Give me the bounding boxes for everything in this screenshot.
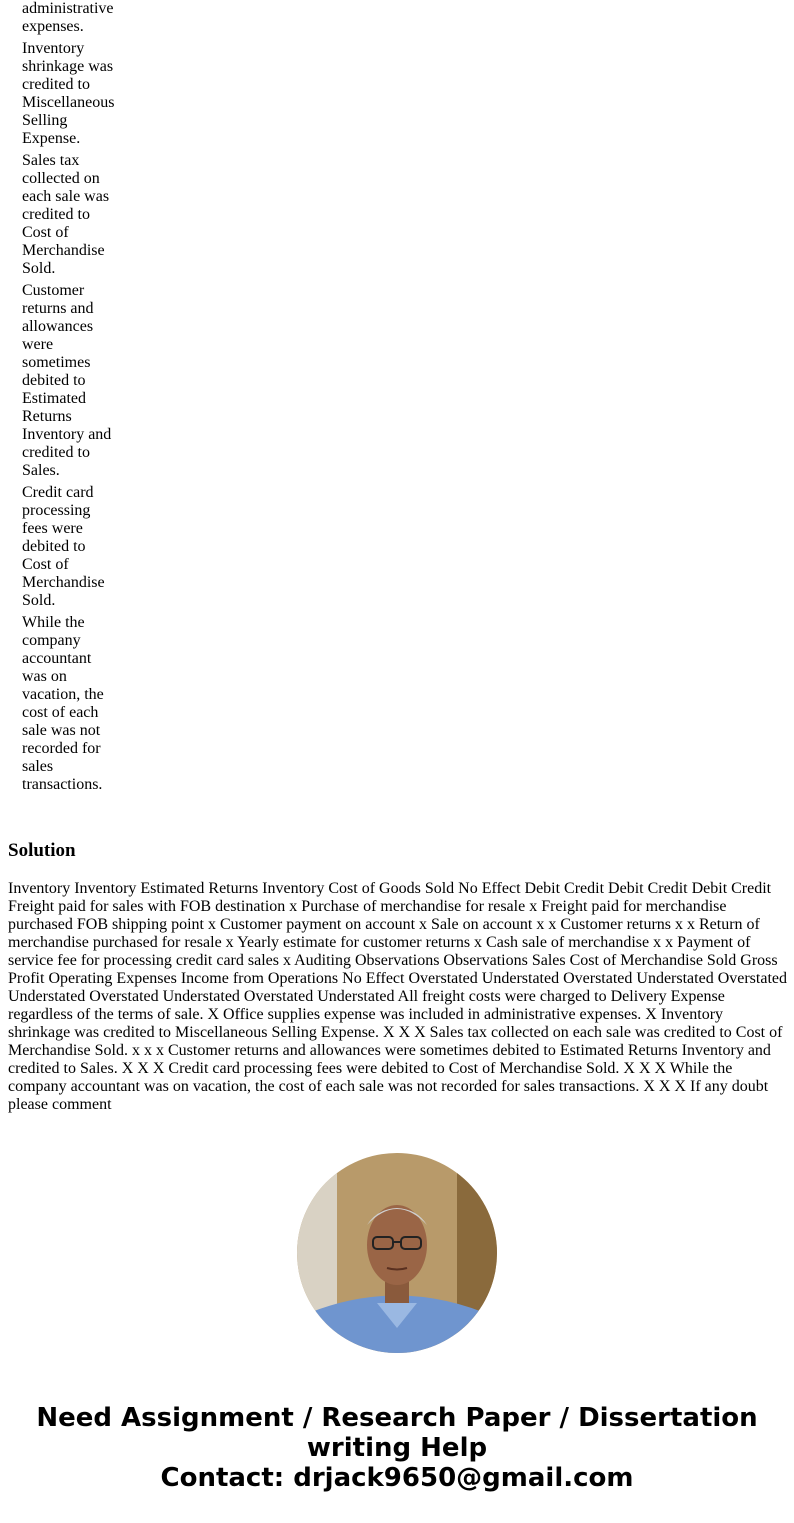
solution-body: Inventory Inventory Estimated Returns Inventory Cost of Goods Sold No Effect Debit Credit Debit Credit Debit Credit Freight paid for sales with FOB destination x Purchase of merchandise for resale x Freight paid for merchandise purchased FOB shipping point x Customer payment on account x Sale on account x x Customer returns x x Return of merchandise purchased for resale x Yearly estimate for customer returns x Cash sale of merchandise x x Payment of service fee for processing credit card sales x Auditing Observations Observations Sales Cost of Merchandise Sold Gross Profit Operating Expenses Income from Operations No Effect Overstated Understated Overstated Understated Overstated Understated Overstated Understated Overstated Understated All freight costs were charged to Delivery Expense regardless of the terms of sale. X Office supplies expense was included in administrative expenses. X Inventory shrinkage was credited to Miscellaneous Selling Expense. X X X Sales tax collected on each sale was credited to Cost of Merchandise Sold. x x x Customer returns and allowances were sometimes debited to Estimated Returns Inventory and credited to Sales. X X X Credit card processing fees were debited to Cost of Merchandise Sold. X X X While the company accountant was on vacation, the cost of each sale was not recorded for sales transactions. X X X If any doubt please comment (8, 880, 787, 1113)
list-item: Sales tax collected on each sale was credited to Cost of Merchandise Sold. (22, 152, 110, 277)
list-item: administrative expenses. (22, 0, 114, 35)
list-item: While the company accountant was on vacation, the cost of each sale was not recorded for sales transactions. (22, 614, 104, 793)
promo-banner (0, 1403, 794, 1493)
author-avatar (297, 1153, 497, 1353)
question-list (22, 0, 118, 798)
promo-line-1: Need Assignment / Research Paper / Dissertation (36, 1403, 758, 1433)
solution-heading: Solution (8, 840, 76, 861)
promo-contact: Contact: drjack9650@gmail.com (160, 1463, 634, 1493)
list-item: Credit card processing fees were debited to Cost of Merchandise Sold. (22, 484, 105, 609)
list-item: Customer returns and allowances were sometimes debited to Estimated Returns Inventory and credited to Sales. (22, 282, 112, 479)
author-photo-icon (297, 1153, 497, 1353)
promo-line-2: writing Help (306, 1433, 488, 1463)
list-item: Inventory shrinkage was credited to Miscellaneous Selling Expense. (22, 40, 115, 147)
